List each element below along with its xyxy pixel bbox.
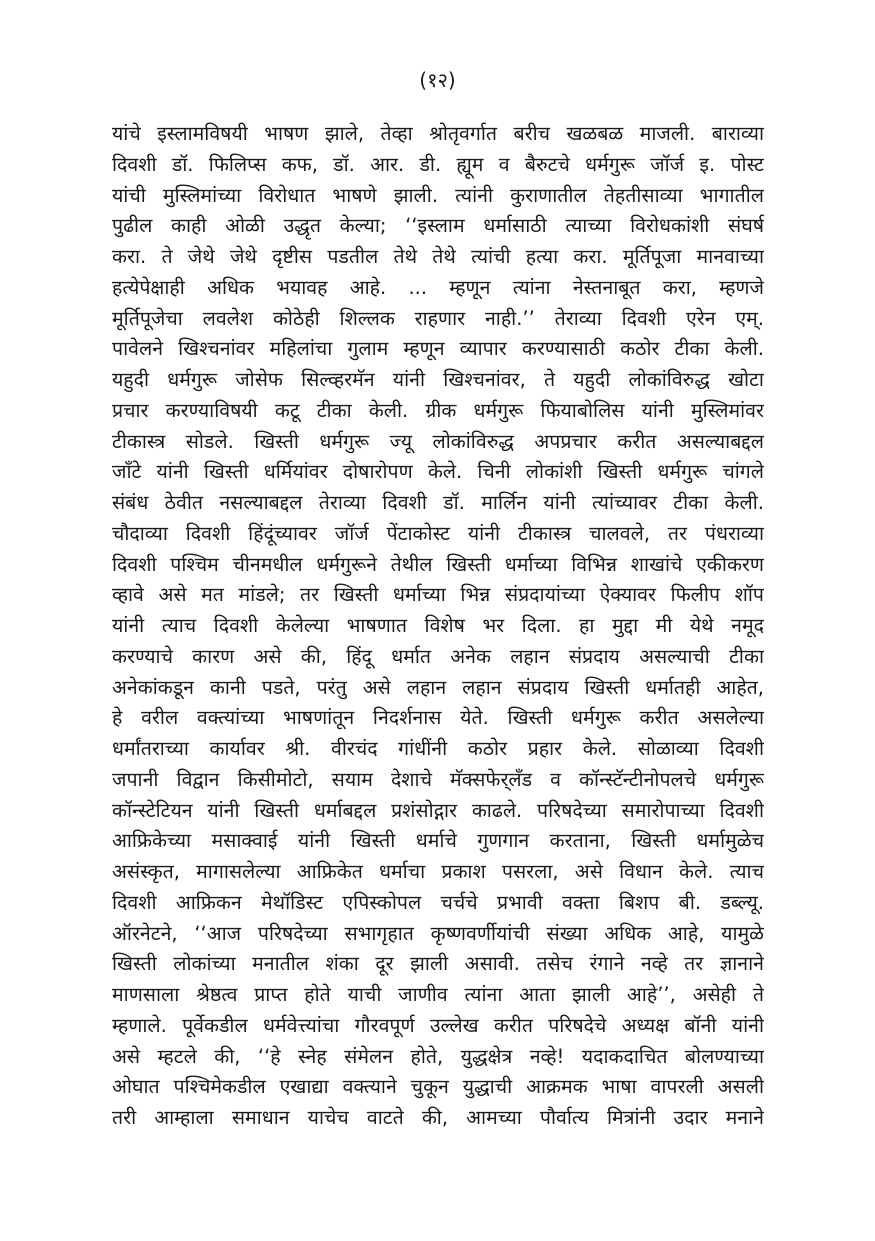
text-line: आफ्रिकेच्या मसाक्वाई यांनी खिस्ती धर्माचे गुणगान करताना, खिस्ती धर्मामुळेच [112, 829, 764, 853]
text-line: पुढील काही ओळी उद्धृत केल्या; ‘‘इस्लाम धर्मासाठी त्याच्या विरोधकांशी संघर्ष [112, 214, 764, 238]
text-line: अनेकांकडून कानी पडते, परंतु असे लहान लहान संप्रदाय खिस्ती धर्मातही आहेत, [112, 675, 764, 699]
text-line: खिस्ती लोकांच्या मनातील शंका दूर झाली असावी. तसेच रंगाने नव्हे तर ज्ञानाने [112, 952, 764, 976]
text-line: ऑरनेटने, ‘‘आज परिषदेच्या सभागृहात कृष्णवर्णीयांची संख्या अधिक आहे, यामुळे [112, 921, 764, 945]
text-line: असे म्हटले की, ‘‘हे स्नेह संमेलन होते, युद्धक्षेत्र नव्हे! यदाकदाचित बोलण्याच्या [112, 1044, 764, 1068]
text-line: प्रचार करण्याविषयी कटू टीका केली. ग्रीक धर्मगुरू फियाबोलिस यांनी मुस्लिमांवर [112, 398, 764, 422]
text-line: दिवशी डॉ. फिलिप्स कफ, डॉ. आर. डी. ह्यूम व बैरुटचे धर्मगुरू जॉर्ज इ. पोस्ट [112, 152, 764, 176]
page-number: (१२) [419, 68, 456, 92]
text-line: ओघात पश्चिमेकडील एखाद्या वक्त्याने चुकून युद्धाची आक्रमक भाषा वापरली असली [112, 1075, 764, 1099]
text-line: यहुदी धर्मगुरू जोसेफ सिल्व्हरमॅन यांनी खिश्चनांवर, ते यहुदी लोकांविरुद्ध खोटा [112, 368, 764, 391]
text-line: मूर्तिपूजेचा लवलेश कोठेही शिल्लक राहणार नाही.’’ तेराव्या दिवशी एरेन एम्. [112, 306, 764, 330]
text-line: हत्येपेक्षाही अधिक भयावह आहे. ... म्हणून त्यांना नेस्तनाबूत करा, म्हणजे [112, 275, 764, 299]
text-line: यांची मुस्लिमांच्या विरोधात भाषणे झाली. त्यांनी कुराणातील तेहतीसाव्या भागातील [112, 183, 764, 207]
text-line: संबंध ठेवीत नसल्याबद्दल तेराव्या दिवशी डॉ. मार्लिन यांनी त्यांच्यावर टीका केली. [112, 491, 764, 514]
text-line: दिवशी आफ्रिकन मेथॉडिस्ट एपिस्कोपल चर्चचे प्रभावी वक्ता बिशप बी. डब्ल्यू. [112, 890, 764, 914]
text-line: दिवशी पश्चिम चीनमधील धर्मगुरूने तेथील खिस्ती धर्माच्या विभिन्न शाखांचे एकीकरण [112, 552, 764, 576]
text-line: यांनी त्याच दिवशी केलेल्या भाषणात विशेष भर दिला. हा मुद्दा मी येथे नमूद [112, 614, 764, 637]
text-line: करण्याचे कारण असे की, हिंदू धर्मात अनेक लहान संप्रदाय असल्याची टीका [112, 644, 764, 668]
text-line: जाँटे यांनी खिस्ती धर्मियांवर दोषारोपण केले. चिनी लोकांशी खिस्ती धर्मगुरू चांगले [112, 460, 764, 484]
text-line: हे वरील वक्त्यांच्या भाषणांतून निदर्शनास येते. खिस्ती धर्मगुरू करीत असलेल्या [112, 706, 764, 730]
text-line: व्हावे असे मत मांडले; तर खिस्ती धर्माच्या भिन्न संप्रदायांच्या ऐक्यावर फिलीप शॉप [112, 583, 764, 607]
text-line: करा. ते जेथे जेथे दृष्टीस पडतील तेथे तेथे त्यांची हत्या करा. मूर्तिपूजा मानवाच्या [112, 245, 764, 268]
text-line: टीकास्त्र सोडले. खिस्ती धर्मगुरू ज्यू लोकांविरुद्ध अपप्रचार करीत असल्याबद्दल [112, 429, 764, 453]
text-line: असंस्कृत, मागासलेल्या आफ्रिकेत धर्माचा प्रकाश पसरला, असे विधान केले. त्याच [112, 860, 764, 883]
text-line: चौदाव्या दिवशी हिंदूंच्यावर जॉर्ज पेंटाकोस्ट यांनी टीकास्त्र चालवले, तर पंधराव्या [112, 521, 764, 545]
text-line: म्हणाले. पूर्वेकडील धर्मवेत्त्यांचा गौरवपूर्ण उल्लेख करीत परिषदेचे अध्यक्ष बॉनी यांनी [112, 1013, 764, 1037]
text-line: तरी आम्हाला समाधान याचेच वाटते की, आमच्या पौर्वात्य मित्रांनी उदार मनाने [112, 1106, 764, 1129]
text-line: कॉन्स्टेटियन यांनी खिस्ती धर्माबद्दल प्रशंसोद्गार काढले. परिषदेच्या समारोपाच्या दिवशी [112, 798, 764, 822]
text-line: पावेलने खिश्चनांवर महिलांचा गुलाम म्हणून व्यापार करण्यासाठी कठोर टीका केली. [112, 337, 764, 361]
text-line: माणसाला श्रेष्ठत्व प्राप्त होते याची जाणीव त्यांना आता झाली आहे’’, असेही ते [112, 983, 764, 1006]
text-line: जपानी विद्वान किसीमोटो, सयाम देशाचे मॅक्सफेर्‌लँड व कॉन्स्टॅन्टीनोपलचे धर्मगुरू [112, 767, 764, 791]
text-line: धर्मांतराच्या कार्यावर श्री. वीरचंद गांधींनी कठोर प्रहार केले. सोळाव्या दिवशी [112, 737, 764, 760]
body-paragraph [112, 119, 764, 1134]
text-line: यांचे इस्लामविषयी भाषण झाले, तेव्हा श्रोतृवर्गात बरीच खळबळ माजली. बाराव्या [112, 122, 764, 145]
